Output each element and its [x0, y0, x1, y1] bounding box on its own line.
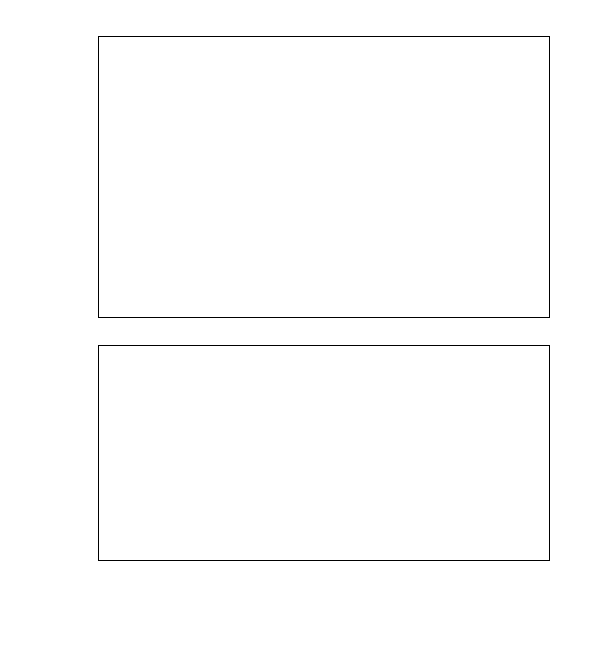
azimuth-plot-panel: [98, 36, 550, 318]
azimuth-axis-ticks: [99, 37, 549, 317]
intensity-x-tick-labels: [98, 566, 550, 582]
intensity-axis-ticks: [99, 346, 549, 560]
intensity-plot-panel: [98, 345, 550, 561]
intensity-y-tick-labels: [47, 345, 93, 561]
azimuth-y-tick-labels: [55, 36, 93, 318]
